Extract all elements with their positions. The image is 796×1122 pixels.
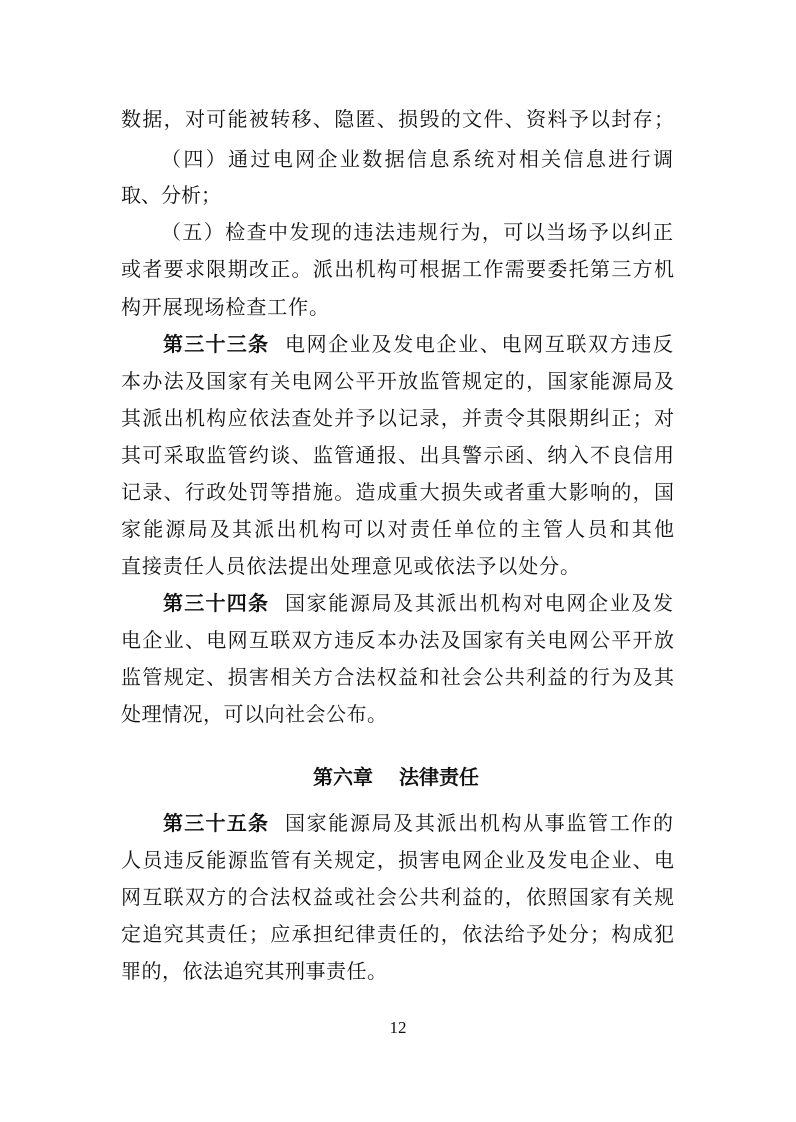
text-line xyxy=(0,660,796,694)
text-line xyxy=(0,549,796,583)
text-line xyxy=(0,512,796,546)
text-line xyxy=(0,586,796,620)
chapter-heading xyxy=(0,760,796,794)
paragraph-text: 或者要求限期改正。派出机构可根据工作需要委托第三方机 xyxy=(121,257,674,281)
text-line xyxy=(0,102,796,136)
text-line xyxy=(0,917,796,951)
paragraph-text: 网互联双方的合法权益或社会公共利益的，依照国家有关规 xyxy=(121,885,674,909)
text-line xyxy=(0,215,796,249)
chapter-number: 第六章 xyxy=(313,765,373,789)
article-heading: 第三十五条 xyxy=(163,811,268,835)
text-line xyxy=(0,327,796,361)
paragraph-text: （四）通过电网企业数据信息系统对相关信息进行调 xyxy=(161,147,673,171)
paragraph-text: 数据，对可能被转移、隐匿、损毁的文件、资料予以封存； xyxy=(121,107,674,131)
paragraph-text: 其派出机构应依法查处并予以记录，并责令其限期纠正；对 xyxy=(121,406,674,430)
paragraph-text: 人员违反能源监管有关规定，损害电网企业及发电企业、电 xyxy=(121,848,674,872)
text-line xyxy=(0,438,796,472)
text-line xyxy=(0,142,796,176)
paragraph-text: 处理情况，可以向社会公布。 xyxy=(121,702,387,726)
text-line xyxy=(0,252,796,286)
paragraph-text: 国家能源局及其派出机构从事监管工作的 xyxy=(285,811,673,835)
paragraph-text: 记录、行政处罚等措施。造成重大损失或者重大影响的，国 xyxy=(121,480,674,504)
text-line xyxy=(0,290,796,324)
paragraph-text: 取、分析； xyxy=(121,183,221,207)
paragraph-text: 本办法及国家有关电网公平开放监管规定的，国家能源局及 xyxy=(121,369,674,393)
text-line xyxy=(0,954,796,988)
paragraph-text: 其可采取监管约谈、监管通报、出具警示函、纳入不良信用 xyxy=(121,443,674,467)
paragraph-text: 家能源局及其派出机构可以对责任单位的主管人员和其他 xyxy=(121,517,674,541)
page-number: 12 xyxy=(389,1018,407,1037)
paragraph-text: 电企业、电网互联双方违反本办法及国家有关电网公平开放 xyxy=(121,628,674,652)
text-line xyxy=(0,880,796,914)
chapter-title: 法律责任 xyxy=(399,765,479,789)
text-line xyxy=(0,475,796,509)
article-heading: 第三十三条 xyxy=(163,332,268,356)
paragraph-text: 电网企业及发电企业、电网互联双方违反 xyxy=(285,332,673,356)
paragraph-text: 定追究其责任；应承担纪律责任的，依法给予处分；构成犯 xyxy=(121,922,674,946)
text-line xyxy=(0,697,796,731)
text-line xyxy=(0,843,796,877)
paragraph-text: 直接责任人员依法提出处理意见或依法予以处分。 xyxy=(121,554,580,578)
paragraph-text: 构开展现场检查工作。 xyxy=(121,295,329,319)
paragraph-text: 国家能源局及其派出机构对电网企业及发 xyxy=(285,591,673,615)
text-line xyxy=(0,401,796,435)
text-line xyxy=(0,178,796,212)
paragraph-text: （五）检查中发现的违法违规行为，可以当场予以纠正 xyxy=(161,220,673,244)
text-line xyxy=(0,364,796,398)
paragraph-text: 罪的，依法追究其刑事责任。 xyxy=(121,959,387,983)
article-heading: 第三十四条 xyxy=(163,591,268,615)
text-line xyxy=(0,806,796,840)
paragraph-text: 监管规定、损害相关方合法权益和社会公共利益的行为及其 xyxy=(121,665,674,689)
text-line xyxy=(0,623,796,657)
